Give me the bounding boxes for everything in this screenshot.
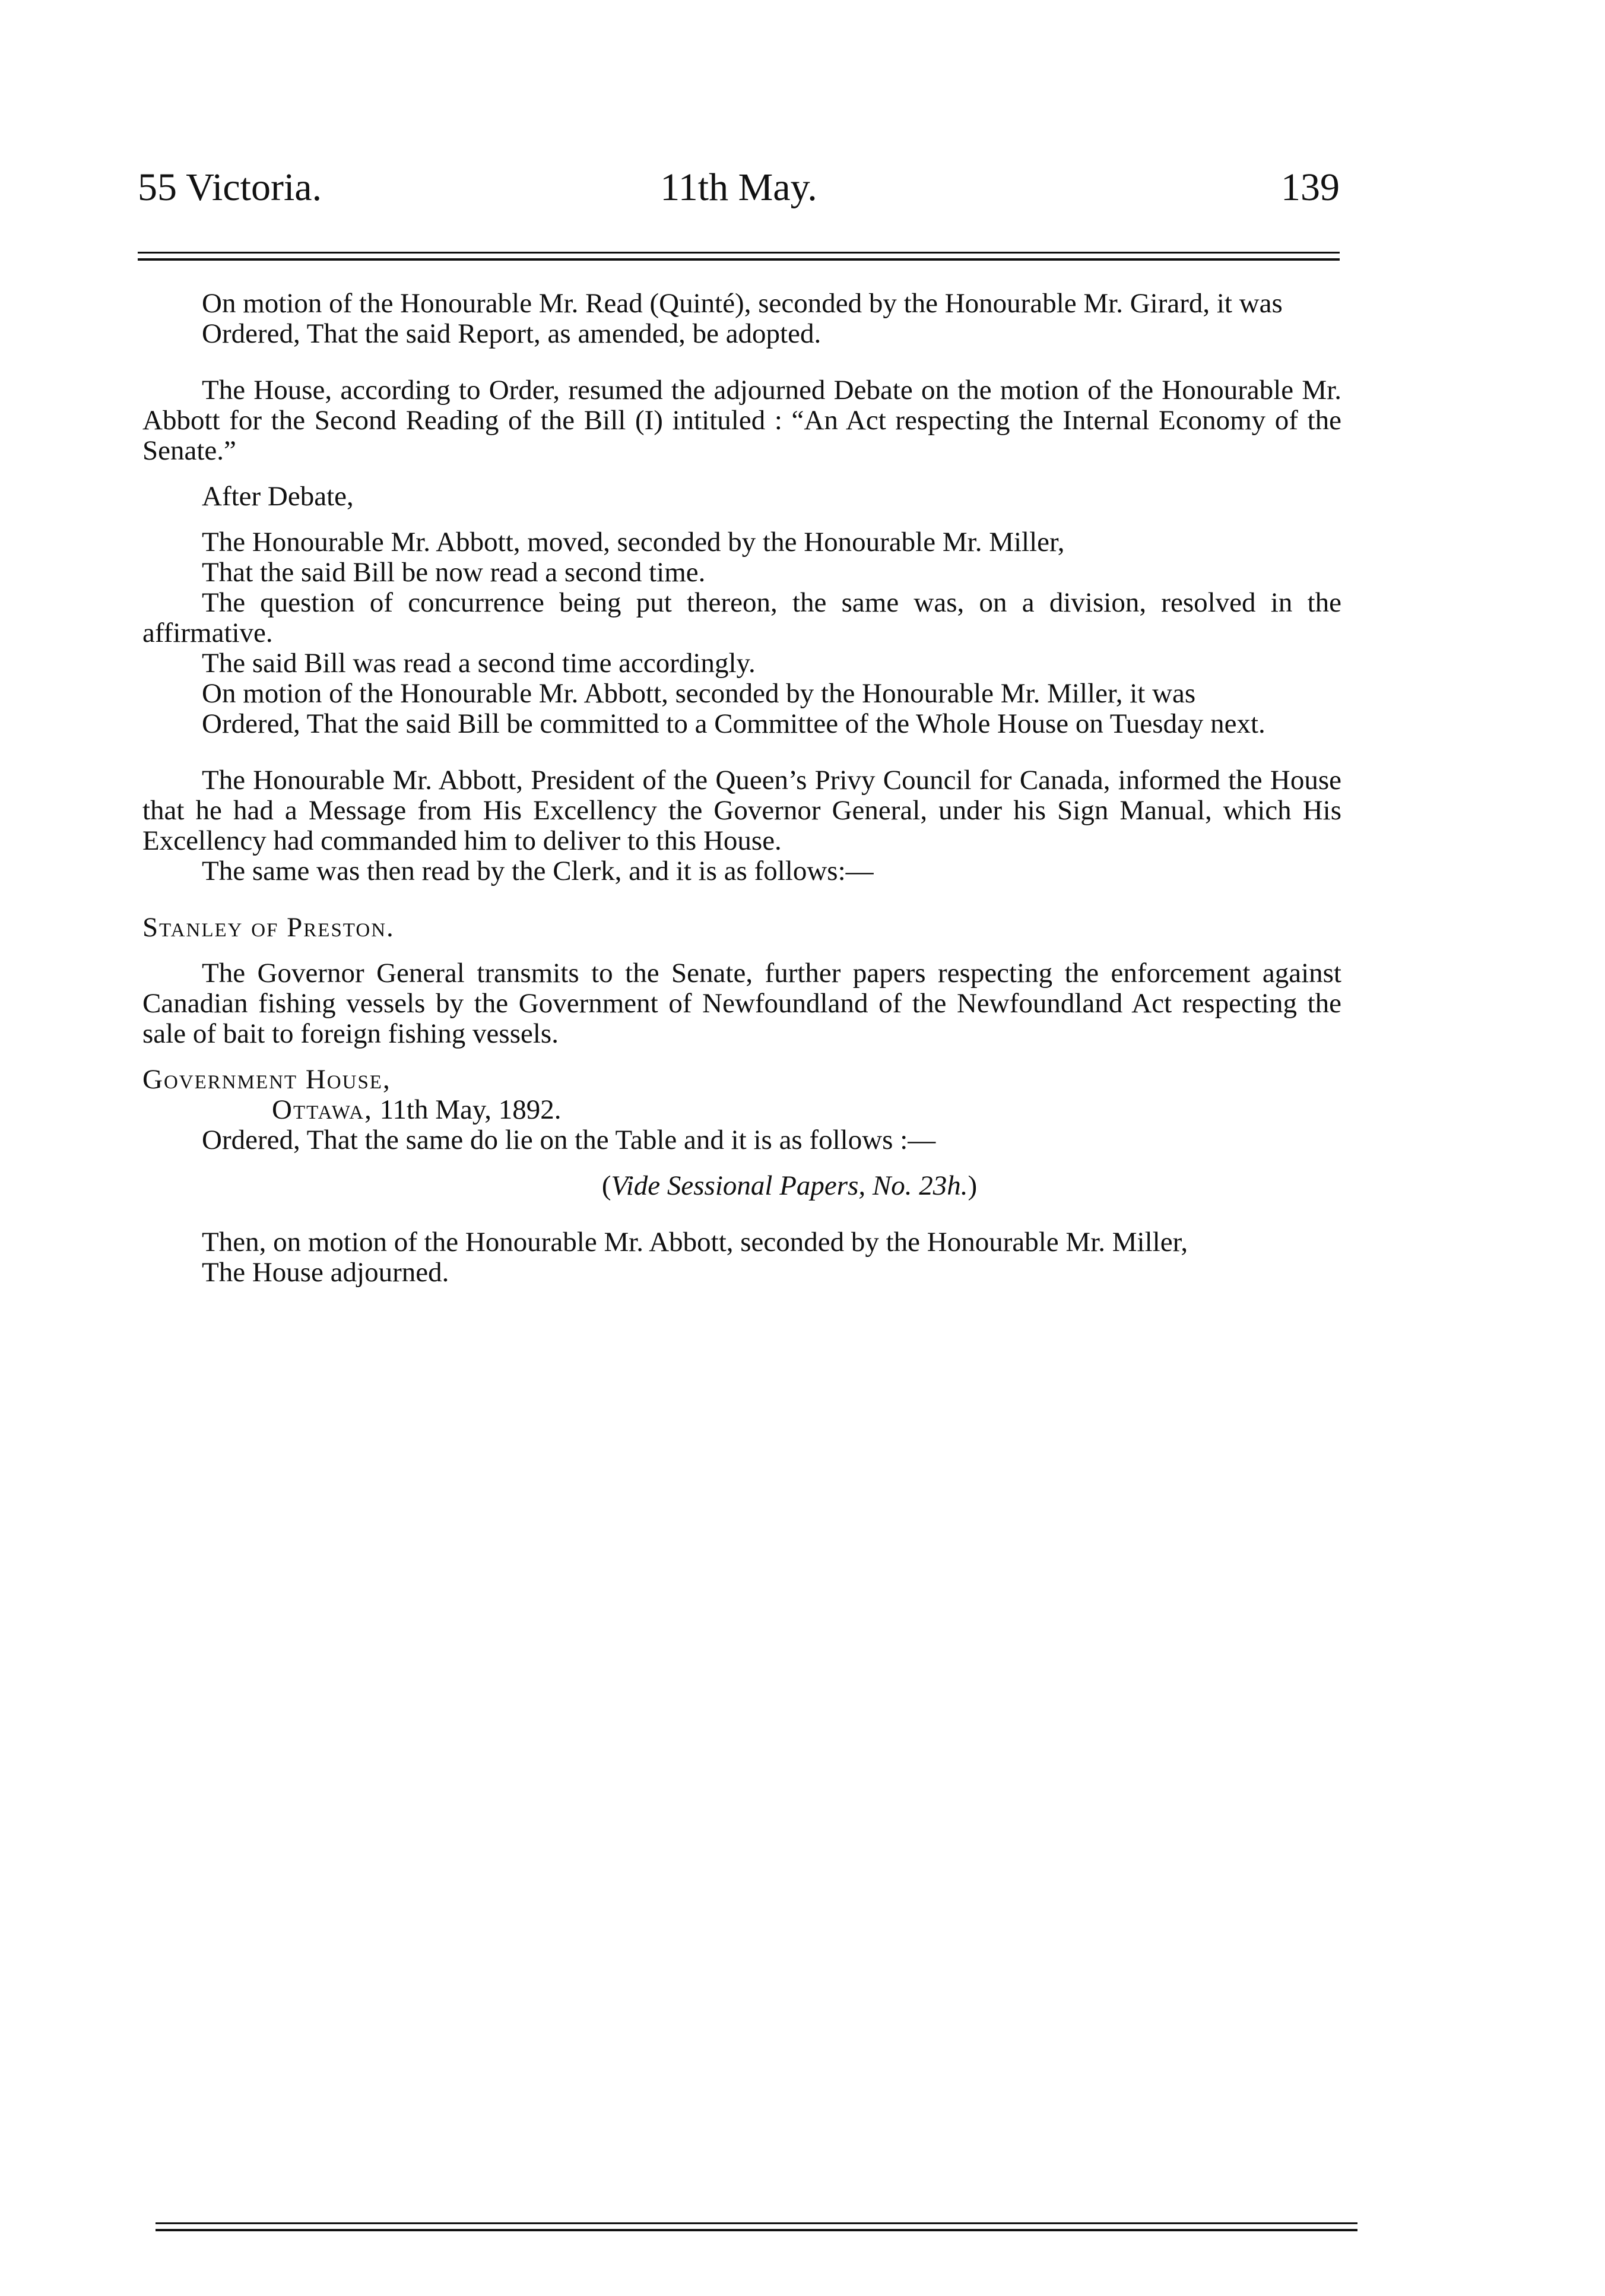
paragraph: The House adjourned. bbox=[202, 1257, 449, 1288]
paragraph: Ordered, That the same do lie on the Table and it is as follows :— bbox=[202, 1125, 936, 1155]
place-line: Government House, bbox=[142, 1064, 391, 1095]
place-date-line bbox=[142, 1095, 1341, 1125]
paragraph: The Governor General transmits to the Senate, further papers respecting the enforcement against Canadian fishing vessels by the Government of Newfoundland of the Newfoundland Act respecting the sale of bait to foreign fishing vessels. bbox=[142, 958, 1341, 1049]
paragraph: On motion of the Honourable Mr. Abbott, seconded by the Honourable Mr. Miller, it was bbox=[202, 678, 1196, 709]
paragraph: The Honourable Mr. Abbott, President of the Queen’s Privy Council for Canada, informed the House that he had a Message from His Excellency the Governor General, under his Sign Manual, which His Excellency had commanded him to deliver to this House. bbox=[142, 765, 1341, 856]
paragraph: The same was then read by the Clerk, and it is as follows:— bbox=[202, 856, 874, 886]
paragraph: After Debate, bbox=[202, 481, 354, 512]
paragraph: The House, according to Order, resumed the adjourned Debate on the motion of the Honourable Mr. Abbott for the Second Reading of the Bill (I) intituled : “An Act respecting the Internal Economy of the Senate.” bbox=[142, 375, 1341, 466]
paragraph: On motion of the Honourable Mr. Read (Quinté), seconded by the Honourable Mr. Girard, it was bbox=[202, 288, 1283, 319]
place-city: Ottawa, bbox=[272, 1094, 373, 1125]
header-date: 11th May. bbox=[660, 166, 817, 209]
paragraph: The question of concurrence being put thereon, the same was, on a division, resolved in the affirmative. bbox=[142, 587, 1341, 648]
header-rule bbox=[138, 252, 1340, 261]
paragraph: Ordered, That the said Report, as amended, be adopted. bbox=[202, 318, 821, 349]
place-date: 11th May, 1892. bbox=[379, 1094, 562, 1125]
paragraph: Ordered, That the said Bill be committed to a Committee of the Whole House on Tuesday next. bbox=[202, 708, 1265, 739]
footer-rule bbox=[156, 2222, 1357, 2232]
paragraph: The said Bill was read a second time accordingly. bbox=[202, 648, 756, 679]
page-body bbox=[142, 289, 1341, 1288]
paragraph: The Honourable Mr. Abbott, moved, seconded by the Honourable Mr. Miller, bbox=[202, 527, 1065, 558]
message-signature: Stanley of Preston. bbox=[142, 912, 395, 943]
paragraph: That the said Bill be now read a second time. bbox=[202, 557, 706, 588]
page-header bbox=[138, 165, 1340, 218]
header-session: 55 Victoria. bbox=[138, 166, 322, 209]
page-number: 139 bbox=[1281, 166, 1340, 209]
paragraph: Then, on motion of the Honourable Mr. Abbott, seconded by the Honourable Mr. Miller, bbox=[202, 1227, 1188, 1258]
vide-reference: (Vide Sessional Papers, No. 23h.) bbox=[601, 1170, 978, 1201]
vide-text: Vide Sessional Papers, No. 23h. bbox=[611, 1170, 968, 1201]
